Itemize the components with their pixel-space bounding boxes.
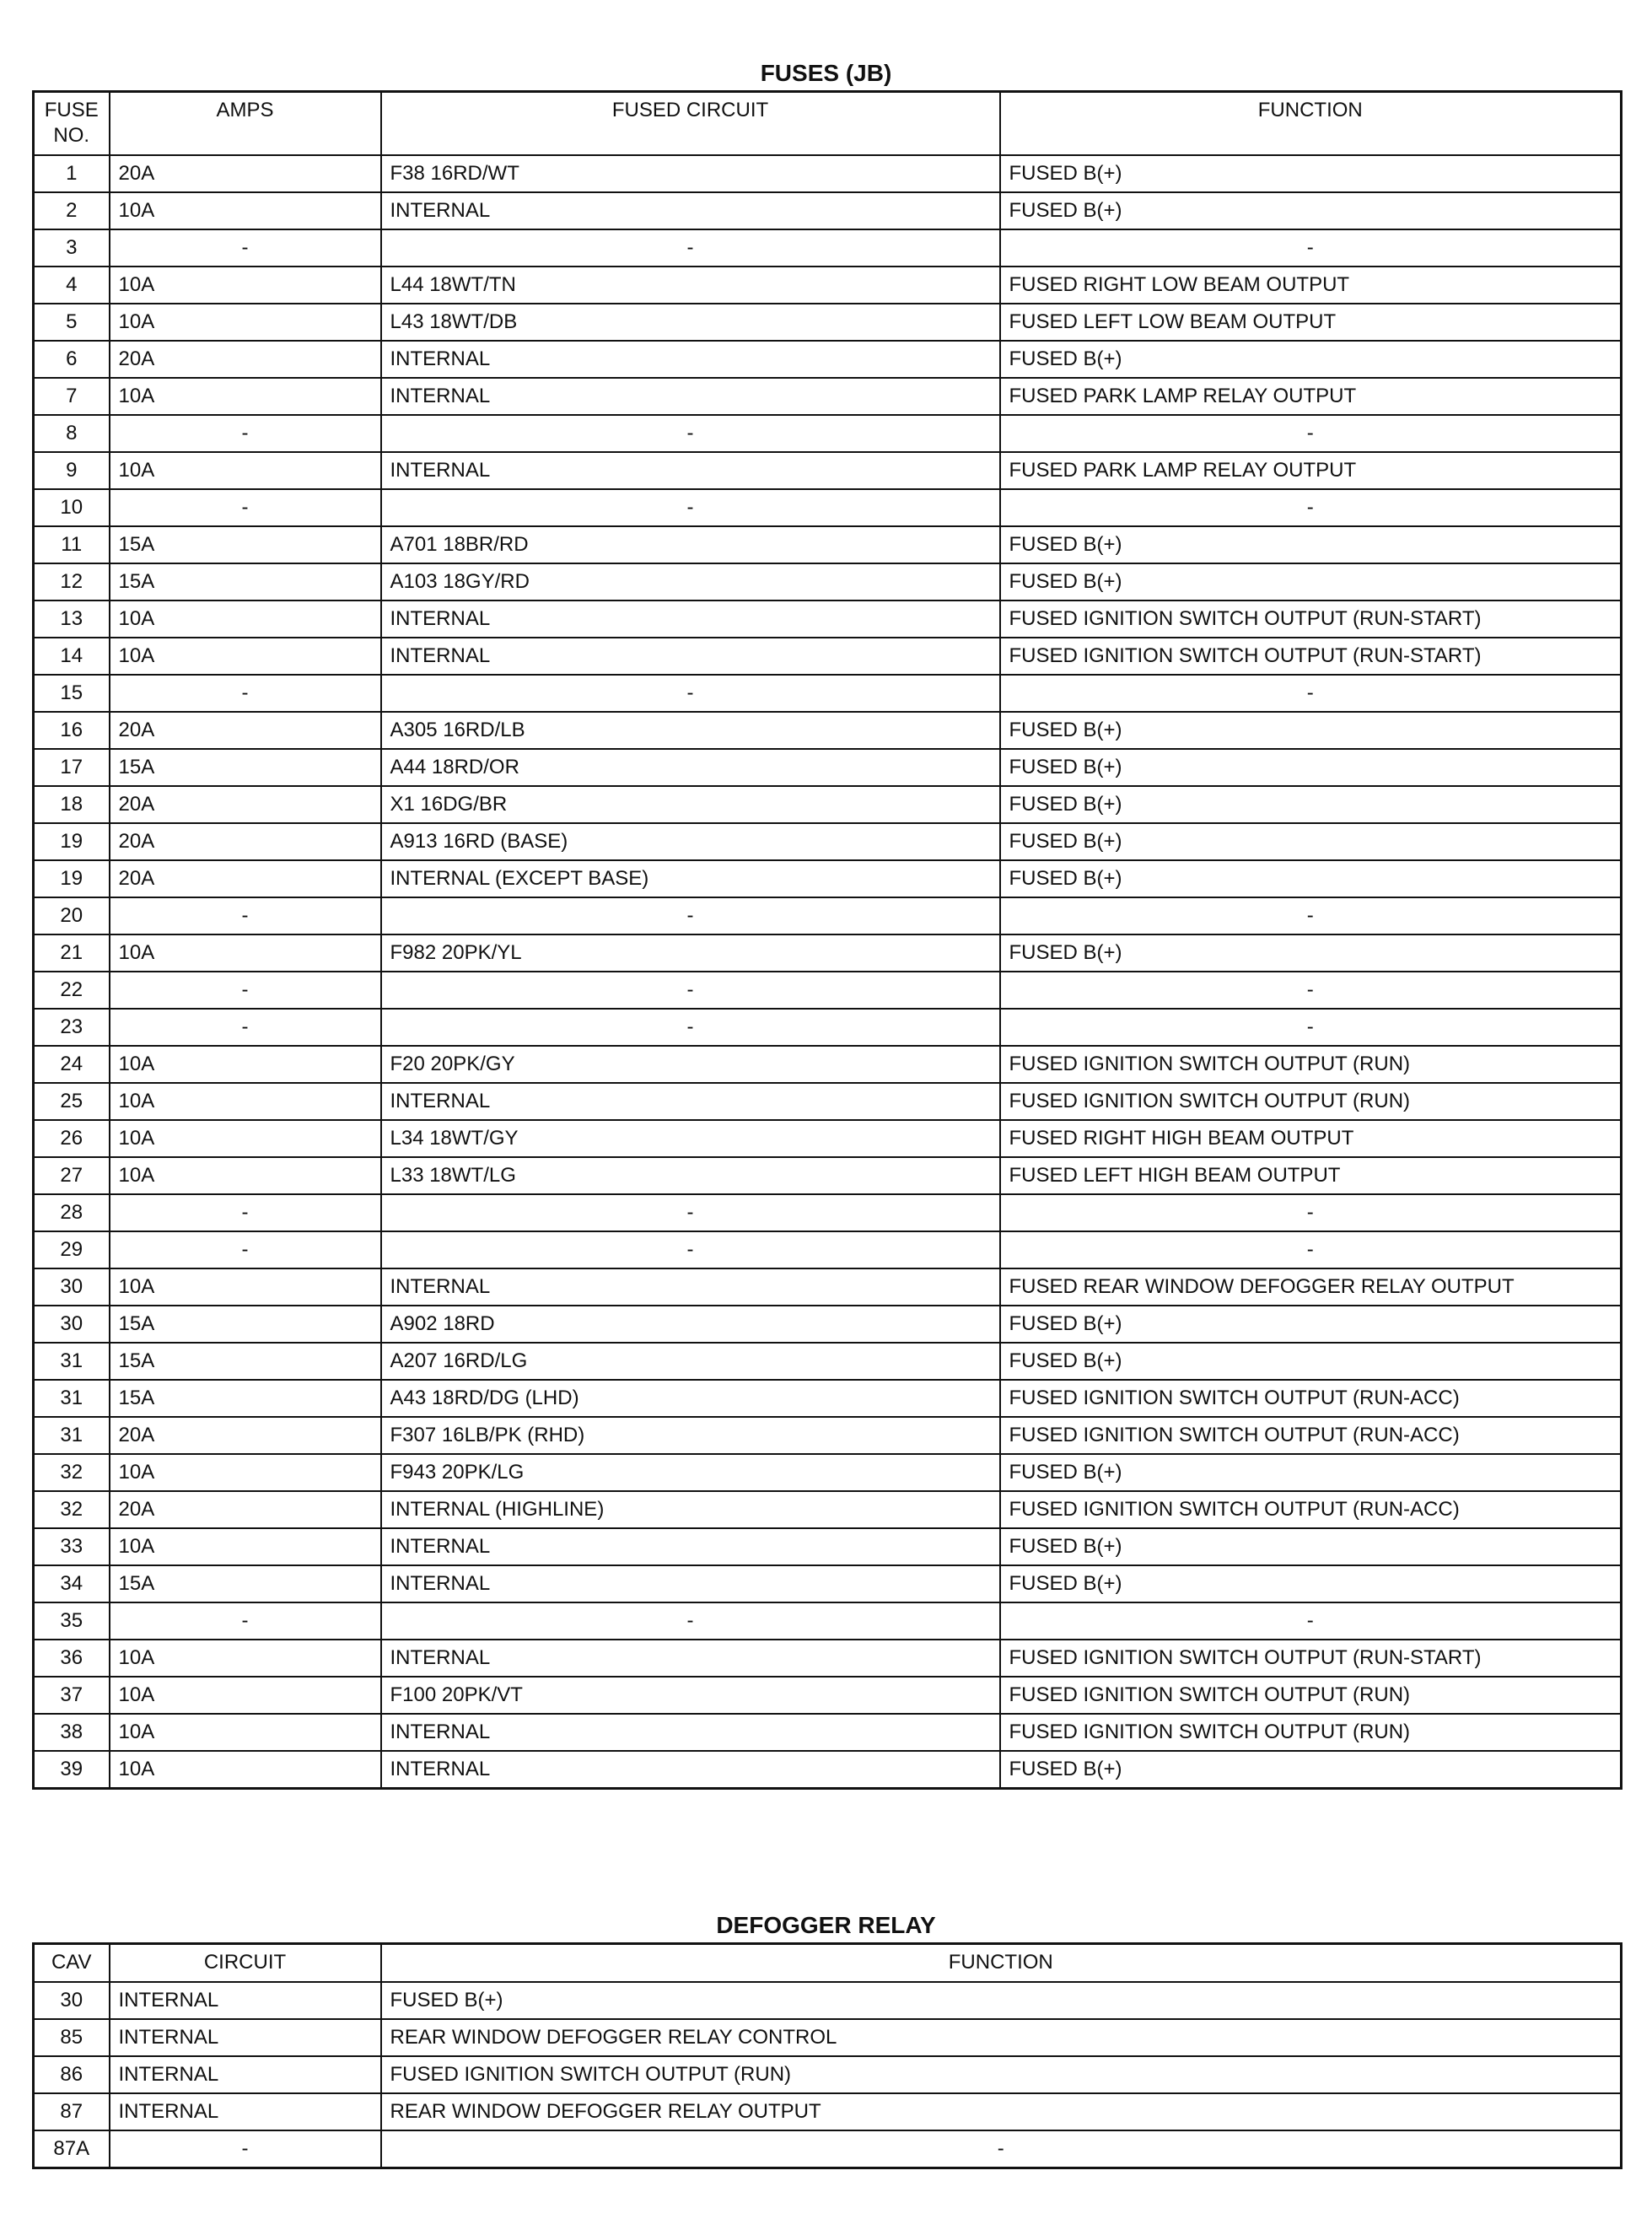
- fused-circuit-cell: INTERNAL: [381, 341, 1000, 378]
- function-cell: FUSED IGNITION SWITCH OUTPUT (RUN-ACC): [1000, 1380, 1622, 1417]
- fused-circuit-cell: -: [381, 897, 1000, 934]
- amps-cell: 15A: [110, 563, 381, 600]
- table-row: [34, 563, 1622, 600]
- function-cell: FUSED B(+): [1000, 1454, 1622, 1491]
- fuses-table-title: FUSES (JB): [760, 60, 892, 86]
- header-cav: CAV: [34, 1944, 110, 1983]
- fuse-no-cell: 32: [34, 1454, 110, 1491]
- function-cell: FUSED B(+): [381, 1982, 1622, 2019]
- function-cell: FUSED PARK LAMP RELAY OUTPUT: [1000, 378, 1622, 415]
- amps-cell: 20A: [110, 1417, 381, 1454]
- fuse-no-cell: 27: [34, 1157, 110, 1194]
- fuse-no-cell: 31: [34, 1380, 110, 1417]
- fuse-no-cell: 19: [34, 823, 110, 860]
- amps-cell: -: [110, 229, 381, 267]
- function-cell: -: [1000, 415, 1622, 452]
- amps-cell: 10A: [110, 1120, 381, 1157]
- relay-table-title: DEFOGGER RELAY: [716, 1912, 936, 1938]
- amps-cell: 10A: [110, 1528, 381, 1565]
- table-row: [34, 378, 1622, 415]
- fuse-no-cell: 6: [34, 341, 110, 378]
- fused-circuit-cell: INTERNAL: [381, 378, 1000, 415]
- fused-circuit-cell: -: [381, 1194, 1000, 1231]
- header-circuit: CIRCUIT: [110, 1944, 381, 1983]
- fused-circuit-cell: A902 18RD: [381, 1306, 1000, 1343]
- amps-cell: 15A: [110, 1343, 381, 1380]
- function-cell: REAR WINDOW DEFOGGER RELAY OUTPUT: [381, 2093, 1622, 2130]
- table-row: [34, 934, 1622, 972]
- function-cell: FUSED B(+): [1000, 526, 1622, 563]
- function-cell: -: [1000, 489, 1622, 526]
- function-cell: FUSED LEFT HIGH BEAM OUTPUT: [1000, 1157, 1622, 1194]
- amps-cell: 10A: [110, 1083, 381, 1120]
- table-row: [34, 2093, 1622, 2130]
- amps-cell: 10A: [110, 1046, 381, 1083]
- table-row: [34, 749, 1622, 786]
- table-row: [34, 1565, 1622, 1602]
- fuse-no-cell: 10: [34, 489, 110, 526]
- fuse-no-cell: 5: [34, 304, 110, 341]
- fused-circuit-cell: -: [381, 675, 1000, 712]
- fused-circuit-cell: INTERNAL: [381, 1565, 1000, 1602]
- defogger-relay-table: [32, 1942, 1622, 2169]
- function-cell: FUSED B(+): [1000, 749, 1622, 786]
- fuse-no-cell: 16: [34, 712, 110, 749]
- fused-circuit-cell: A305 16RD/LB: [381, 712, 1000, 749]
- fuse-no-cell: 14: [34, 638, 110, 675]
- fused-circuit-cell: INTERNAL: [381, 1528, 1000, 1565]
- fuse-no-cell: 19: [34, 860, 110, 897]
- table-row: [34, 897, 1622, 934]
- fused-circuit-cell: A43 18RD/DG (LHD): [381, 1380, 1000, 1417]
- function-cell: -: [1000, 229, 1622, 267]
- fuse-no-cell: 11: [34, 526, 110, 563]
- function-cell: FUSED RIGHT LOW BEAM OUTPUT: [1000, 267, 1622, 304]
- fuse-no-cell: 1: [34, 155, 110, 192]
- table-row: [34, 1982, 1622, 2019]
- table-row: [34, 415, 1622, 452]
- amps-cell: 10A: [110, 304, 381, 341]
- fuse-no-cell: 2: [34, 192, 110, 229]
- fuse-no-cell: 37: [34, 1677, 110, 1714]
- table-row: [34, 1120, 1622, 1157]
- table-row: [34, 1602, 1622, 1640]
- fused-circuit-cell: INTERNAL: [381, 192, 1000, 229]
- fuse-no-cell: 8: [34, 415, 110, 452]
- fused-circuit-cell: L34 18WT/GY: [381, 1120, 1000, 1157]
- function-cell: -: [1000, 1009, 1622, 1046]
- amps-cell: -: [110, 972, 381, 1009]
- function-cell: FUSED B(+): [1000, 860, 1622, 897]
- relay-header-row: [34, 1944, 1622, 1983]
- fused-circuit-cell: F943 20PK/LG: [381, 1454, 1000, 1491]
- table-row: [34, 304, 1622, 341]
- function-cell: FUSED IGNITION SWITCH OUTPUT (RUN-ACC): [1000, 1491, 1622, 1528]
- amps-cell: 10A: [110, 1677, 381, 1714]
- circuit-cell: INTERNAL: [110, 2056, 381, 2093]
- fuses-header-row: [34, 92, 1622, 156]
- table-row: [34, 1083, 1622, 1120]
- fused-circuit-cell: -: [381, 1009, 1000, 1046]
- function-cell: FUSED IGNITION SWITCH OUTPUT (RUN-START): [1000, 1640, 1622, 1677]
- table-row: [34, 675, 1622, 712]
- fuse-no-cell: 35: [34, 1602, 110, 1640]
- fuse-no-cell: 30: [34, 1268, 110, 1306]
- function-cell: FUSED IGNITION SWITCH OUTPUT (RUN-ACC): [1000, 1417, 1622, 1454]
- function-cell: FUSED B(+): [1000, 192, 1622, 229]
- table-row: [34, 229, 1622, 267]
- table-row: [34, 452, 1622, 489]
- table-row: [34, 1528, 1622, 1565]
- amps-cell: 10A: [110, 934, 381, 972]
- table-row: [34, 1491, 1622, 1528]
- fuse-no-cell: 31: [34, 1343, 110, 1380]
- amps-cell: 10A: [110, 1454, 381, 1491]
- amps-cell: 10A: [110, 452, 381, 489]
- table-row: [34, 155, 1622, 192]
- amps-cell: 15A: [110, 526, 381, 563]
- fused-circuit-cell: INTERNAL: [381, 638, 1000, 675]
- function-cell: FUSED REAR WINDOW DEFOGGER RELAY OUTPUT: [1000, 1268, 1622, 1306]
- amps-cell: 20A: [110, 823, 381, 860]
- fuse-no-cell: 28: [34, 1194, 110, 1231]
- table-row: [34, 860, 1622, 897]
- amps-cell: 15A: [110, 1380, 381, 1417]
- function-cell: FUSED IGNITION SWITCH OUTPUT (RUN): [1000, 1046, 1622, 1083]
- fused-circuit-cell: INTERNAL: [381, 1714, 1000, 1751]
- fuse-no-cell: 34: [34, 1565, 110, 1602]
- function-cell: -: [1000, 972, 1622, 1009]
- fused-circuit-cell: F982 20PK/YL: [381, 934, 1000, 972]
- function-cell: FUSED B(+): [1000, 341, 1622, 378]
- amps-cell: 10A: [110, 1751, 381, 1789]
- circuit-cell: INTERNAL: [110, 2093, 381, 2130]
- fused-circuit-cell: L43 18WT/DB: [381, 304, 1000, 341]
- fused-circuit-cell: A44 18RD/OR: [381, 749, 1000, 786]
- function-cell: FUSED IGNITION SWITCH OUTPUT (RUN): [1000, 1714, 1622, 1751]
- circuit-cell: INTERNAL: [110, 1982, 381, 2019]
- amps-cell: 10A: [110, 1268, 381, 1306]
- header-fuse-no: FUSE NO.: [34, 92, 110, 156]
- fuse-no-cell: 24: [34, 1046, 110, 1083]
- fused-circuit-cell: A913 16RD (BASE): [381, 823, 1000, 860]
- function-cell: FUSED B(+): [1000, 1565, 1622, 1602]
- fuse-no-cell: 21: [34, 934, 110, 972]
- amps-cell: 10A: [110, 1640, 381, 1677]
- function-cell: -: [1000, 675, 1622, 712]
- function-cell: FUSED B(+): [1000, 934, 1622, 972]
- amps-cell: 20A: [110, 155, 381, 192]
- fused-circuit-cell: INTERNAL: [381, 1751, 1000, 1789]
- fused-circuit-cell: L33 18WT/LG: [381, 1157, 1000, 1194]
- amps-cell: 20A: [110, 786, 381, 823]
- fuse-no-cell: 15: [34, 675, 110, 712]
- fuse-no-cell: 25: [34, 1083, 110, 1120]
- fuse-no-cell: 22: [34, 972, 110, 1009]
- fuse-no-cell: 30: [34, 1306, 110, 1343]
- table-row: [34, 1751, 1622, 1789]
- amps-cell: -: [110, 1602, 381, 1640]
- table-row: [34, 1157, 1622, 1194]
- amps-cell: 20A: [110, 1491, 381, 1528]
- amps-cell: -: [110, 415, 381, 452]
- fused-circuit-cell: -: [381, 415, 1000, 452]
- function-cell: FUSED B(+): [1000, 563, 1622, 600]
- fused-circuit-cell: INTERNAL: [381, 1268, 1000, 1306]
- fused-circuit-cell: INTERNAL (HIGHLINE): [381, 1491, 1000, 1528]
- fuse-no-cell: 31: [34, 1417, 110, 1454]
- fuse-no-cell: 39: [34, 1751, 110, 1789]
- fuse-no-cell: 12: [34, 563, 110, 600]
- table-row: [34, 1268, 1622, 1306]
- cav-cell: 30: [34, 1982, 110, 2019]
- table-row: [34, 1194, 1622, 1231]
- amps-cell: 10A: [110, 192, 381, 229]
- table-row: [34, 600, 1622, 638]
- fused-circuit-cell: F307 16LB/PK (RHD): [381, 1417, 1000, 1454]
- function-cell: FUSED B(+): [1000, 1343, 1622, 1380]
- amps-cell: -: [110, 489, 381, 526]
- fused-circuit-cell: -: [381, 972, 1000, 1009]
- fuse-no-cell: 7: [34, 378, 110, 415]
- fused-circuit-cell: -: [381, 1602, 1000, 1640]
- fused-circuit-cell: F20 20PK/GY: [381, 1046, 1000, 1083]
- table-row: [34, 192, 1622, 229]
- header-relay-function: FUNCTION: [381, 1944, 1622, 1983]
- function-cell: FUSED IGNITION SWITCH OUTPUT (RUN-START): [1000, 638, 1622, 675]
- fused-circuit-cell: L44 18WT/TN: [381, 267, 1000, 304]
- function-cell: -: [1000, 897, 1622, 934]
- function-cell: -: [1000, 1194, 1622, 1231]
- fuses-table: [32, 90, 1622, 1790]
- fuse-no-cell: 33: [34, 1528, 110, 1565]
- fused-circuit-cell: A701 18BR/RD: [381, 526, 1000, 563]
- table-row: [34, 1714, 1622, 1751]
- function-cell: FUSED B(+): [1000, 786, 1622, 823]
- function-cell: -: [381, 2130, 1622, 2168]
- fuse-no-cell: 4: [34, 267, 110, 304]
- table-row: [34, 712, 1622, 749]
- amps-cell: -: [110, 897, 381, 934]
- amps-cell: -: [110, 675, 381, 712]
- fuse-no-cell: 18: [34, 786, 110, 823]
- fused-circuit-cell: -: [381, 489, 1000, 526]
- fused-circuit-cell: INTERNAL (EXCEPT BASE): [381, 860, 1000, 897]
- function-cell: FUSED B(+): [1000, 1528, 1622, 1565]
- header-amps: AMPS: [110, 92, 381, 156]
- cav-cell: 87A: [34, 2130, 110, 2168]
- fused-circuit-cell: -: [381, 1231, 1000, 1268]
- function-cell: FUSED IGNITION SWITCH OUTPUT (RUN): [1000, 1083, 1622, 1120]
- amps-cell: 10A: [110, 638, 381, 675]
- table-row: [34, 1640, 1622, 1677]
- function-cell: REAR WINDOW DEFOGGER RELAY CONTROL: [381, 2019, 1622, 2056]
- function-cell: FUSED B(+): [1000, 712, 1622, 749]
- table-row: [34, 341, 1622, 378]
- table-row: [34, 489, 1622, 526]
- table-row: [34, 1009, 1622, 1046]
- table-row: [34, 1380, 1622, 1417]
- header-fused-circuit: FUSED CIRCUIT: [381, 92, 1000, 156]
- table-row: [34, 1343, 1622, 1380]
- fuse-no-cell: 13: [34, 600, 110, 638]
- amps-cell: 10A: [110, 600, 381, 638]
- function-cell: FUSED B(+): [1000, 155, 1622, 192]
- fuse-no-cell: 17: [34, 749, 110, 786]
- function-cell: FUSED IGNITION SWITCH OUTPUT (RUN): [1000, 1677, 1622, 1714]
- circuit-cell: INTERNAL: [110, 2019, 381, 2056]
- amps-cell: 10A: [110, 1714, 381, 1751]
- amps-cell: 10A: [110, 378, 381, 415]
- function-cell: FUSED PARK LAMP RELAY OUTPUT: [1000, 452, 1622, 489]
- fused-circuit-cell: A207 16RD/LG: [381, 1343, 1000, 1380]
- fused-circuit-cell: X1 16DG/BR: [381, 786, 1000, 823]
- table-row: [34, 267, 1622, 304]
- amps-cell: 15A: [110, 1565, 381, 1602]
- table-row: [34, 638, 1622, 675]
- fused-circuit-cell: INTERNAL: [381, 600, 1000, 638]
- table-row: [34, 1231, 1622, 1268]
- table-row: [34, 2019, 1622, 2056]
- fuse-no-cell: 29: [34, 1231, 110, 1268]
- fused-circuit-cell: INTERNAL: [381, 452, 1000, 489]
- function-cell: FUSED LEFT LOW BEAM OUTPUT: [1000, 304, 1622, 341]
- table-row: [34, 1677, 1622, 1714]
- fused-circuit-cell: INTERNAL: [381, 1083, 1000, 1120]
- amps-cell: -: [110, 1009, 381, 1046]
- amps-cell: 10A: [110, 1157, 381, 1194]
- table-row: [34, 1417, 1622, 1454]
- table-row: [34, 1454, 1622, 1491]
- cav-cell: 86: [34, 2056, 110, 2093]
- fuse-no-cell: 9: [34, 452, 110, 489]
- function-cell: FUSED B(+): [1000, 1751, 1622, 1789]
- table-row: [34, 823, 1622, 860]
- table-row: [34, 972, 1622, 1009]
- amps-cell: 10A: [110, 267, 381, 304]
- fused-circuit-cell: INTERNAL: [381, 1640, 1000, 1677]
- amps-cell: 15A: [110, 749, 381, 786]
- fuse-no-cell: 32: [34, 1491, 110, 1528]
- amps-cell: 20A: [110, 341, 381, 378]
- amps-cell: -: [110, 1231, 381, 1268]
- fuse-no-cell: 36: [34, 1640, 110, 1677]
- fused-circuit-cell: -: [381, 229, 1000, 267]
- fuse-no-cell: 23: [34, 1009, 110, 1046]
- circuit-cell: -: [110, 2130, 381, 2168]
- amps-cell: -: [110, 1194, 381, 1231]
- header-function: FUNCTION: [1000, 92, 1622, 156]
- amps-cell: 15A: [110, 1306, 381, 1343]
- fuse-no-cell: 20: [34, 897, 110, 934]
- cav-cell: 85: [34, 2019, 110, 2056]
- fuse-no-cell: 26: [34, 1120, 110, 1157]
- fuse-no-cell: 38: [34, 1714, 110, 1751]
- function-cell: FUSED RIGHT HIGH BEAM OUTPUT: [1000, 1120, 1622, 1157]
- function-cell: -: [1000, 1231, 1622, 1268]
- amps-cell: 20A: [110, 712, 381, 749]
- fuse-no-cell: 3: [34, 229, 110, 267]
- function-cell: FUSED IGNITION SWITCH OUTPUT (RUN): [381, 2056, 1622, 2093]
- table-row: [34, 526, 1622, 563]
- fused-circuit-cell: F100 20PK/VT: [381, 1677, 1000, 1714]
- function-cell: FUSED IGNITION SWITCH OUTPUT (RUN-START): [1000, 600, 1622, 638]
- table-row: [34, 1046, 1622, 1083]
- cav-cell: 87: [34, 2093, 110, 2130]
- table-row: [34, 1306, 1622, 1343]
- amps-cell: 20A: [110, 860, 381, 897]
- function-cell: FUSED B(+): [1000, 823, 1622, 860]
- table-row: [34, 2130, 1622, 2168]
- fused-circuit-cell: F38 16RD/WT: [381, 155, 1000, 192]
- table-row: [34, 786, 1622, 823]
- function-cell: FUSED B(+): [1000, 1306, 1622, 1343]
- table-row: [34, 2056, 1622, 2093]
- fused-circuit-cell: A103 18GY/RD: [381, 563, 1000, 600]
- function-cell: -: [1000, 1602, 1622, 1640]
